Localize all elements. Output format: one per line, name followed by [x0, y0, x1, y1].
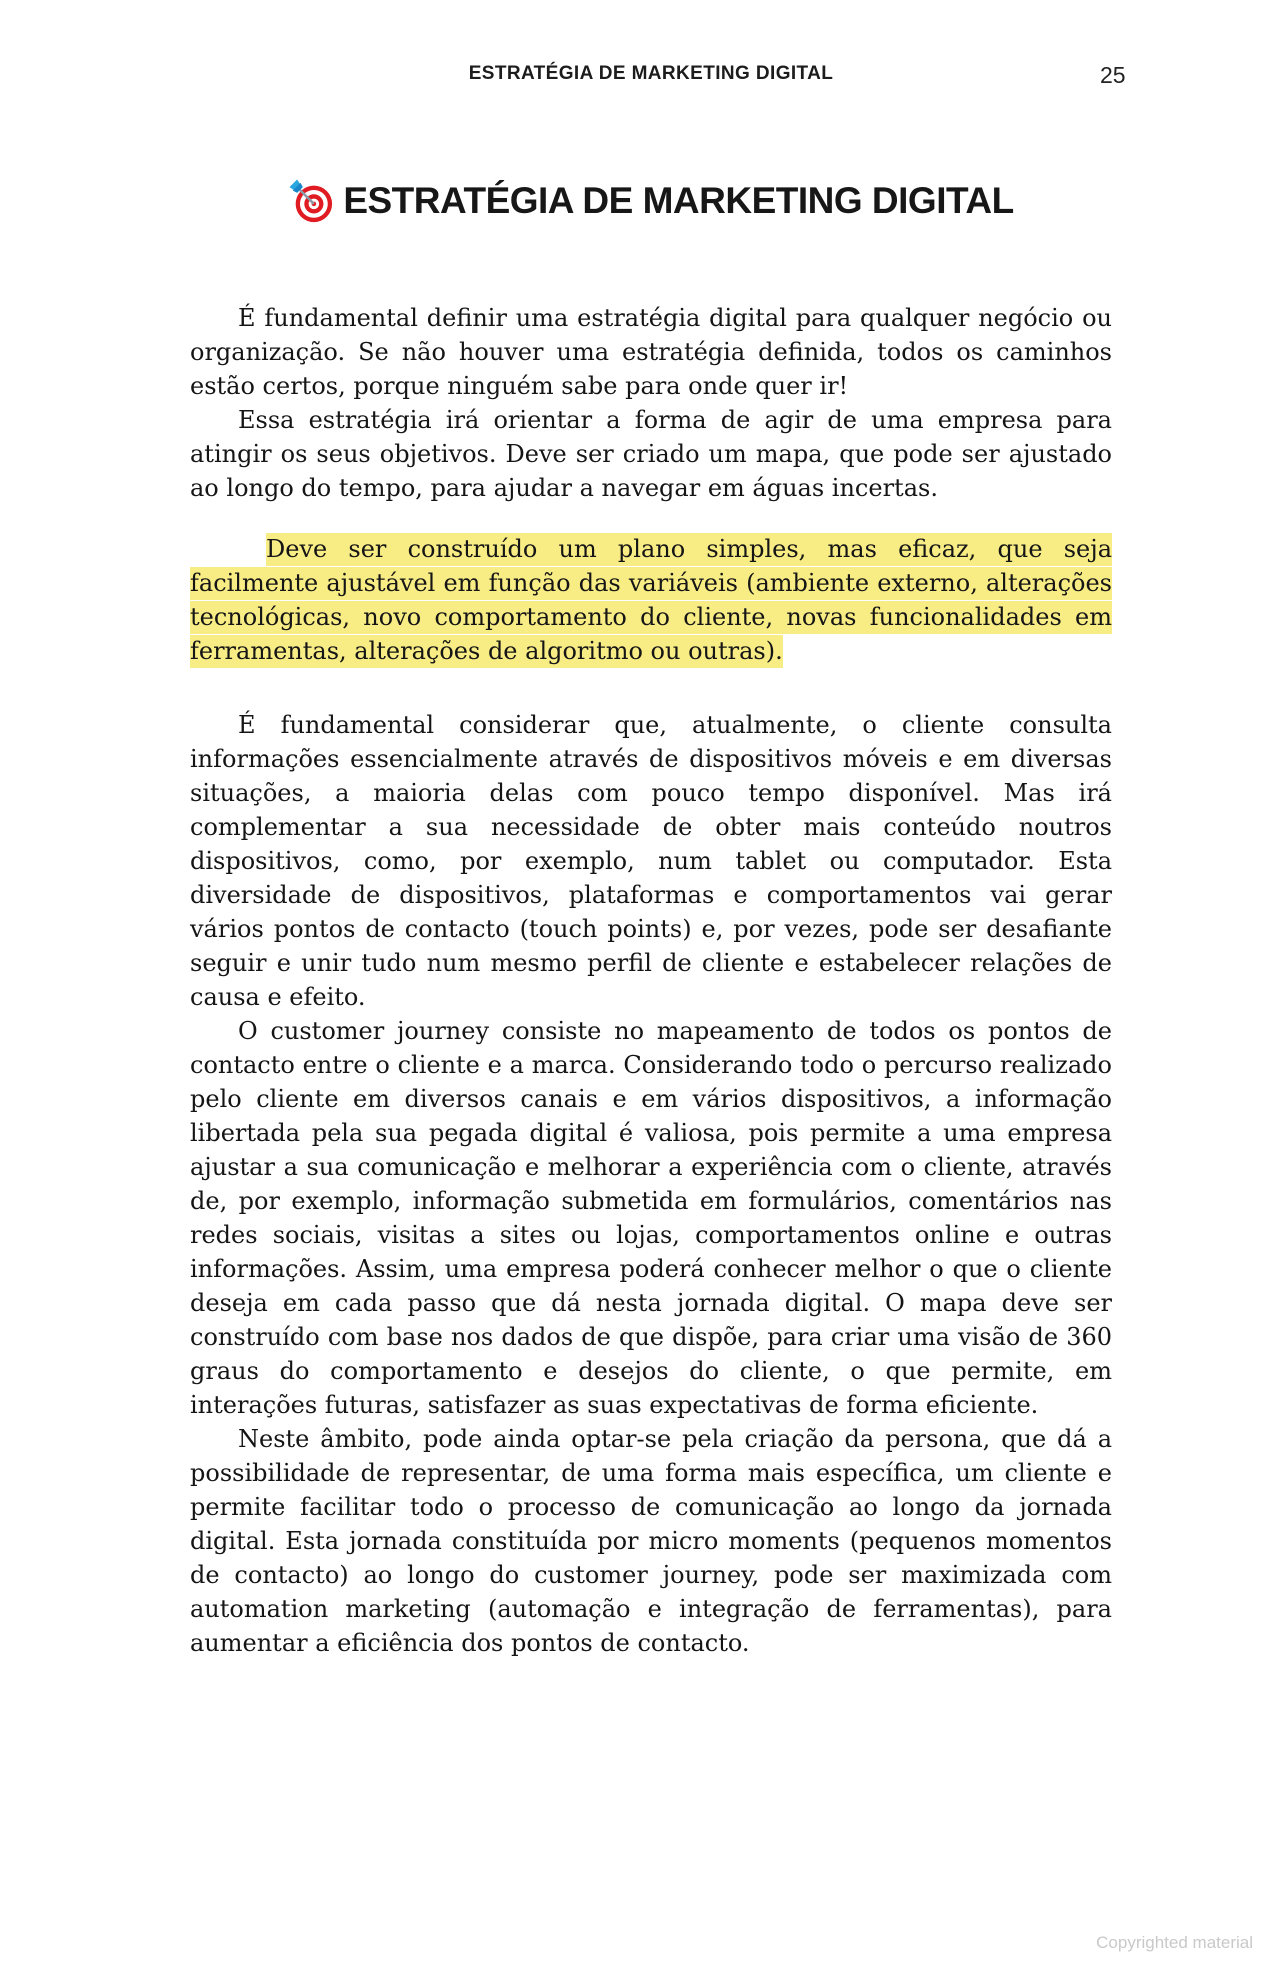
highlight-paragraph: [190, 532, 1112, 668]
chapter-title: ESTRATÉGIA DE MARKETING DIGITAL: [343, 180, 1014, 221]
paragraph-2: Essa estratégia irá orientar a forma de agir de uma empresa para atingir os seus objetivos. Deve ser criado um mapa, que pode ser ajustado ao longo do tempo, para ajudar a navegar em águas incertas.: [190, 406, 1112, 502]
page-number: 25: [1100, 62, 1126, 88]
body-text: [190, 301, 1112, 1660]
paragraph-3: É fundamental considerar que, atualmente, o cliente consulta informações essencialmente através de dispositivos móveis e em diversas situações, a maioria delas com pouco tempo disponível. Mas irá complementar a sua necessidade de obter mais conteúdo noutros dispositivos, como, por exemplo, num tablet ou computador. Esta diversidade de dispositivos, plataformas e comportamentos vai gerar vários pontos de contacto (touch points) e, por vezes, pode ser desafiante seguir e unir tudo num mesmo perfil de cliente e estabelecer relações de causa e efeito.: [190, 711, 1112, 1011]
chapter-heading: [190, 178, 1112, 224]
paragraph-4: O customer journey consiste no mapeamento de todos os pontos de contacto entre o cliente e a marca. Considerando todo o percurso realizado pelo cliente em diversos canais e em vários dispositivos, a informação libertada pela sua pegada digital é valiosa, pois permite a uma empresa ajustar a sua comunicação e melhorar a experiência com o cliente, através de, por exemplo, informação submetida em formulários, comentários nas redes sociais, visitas a sites ou lojas, comportamentos online e outras informações. Assim, uma empresa poderá conhecer melhor o que o cliente deseja em cada passo que dá nesta jornada digital. O mapa deve ser construído com base nos dados de que dispõe, para criar uma visão de 360 graus do comportamento e desejos do cliente, o que permite, em interações futuras, satisfazer as suas expectativas de forma eficiente.: [190, 1017, 1112, 1419]
paragraph-5: Neste âmbito, pode ainda optar-se pela criação da persona, que dá a possibilidade de representar, de uma forma mais específica, um cliente e permite facilitar todo o processo de comunicação ao longo da jornada digital. Esta jornada constituída por micro moments (pequenos momentos de contacto) ao longo do customer journey, pode ser maximizada com automation marketing (automação e integração de ferramentas), para aumentar a eficiência dos pontos de contacto.: [190, 1425, 1112, 1657]
highlighted-text: Deve ser construído um plano simples, mas eficaz, que seja facilmente ajustável em função das variáveis (ambiente externo, alterações tecnológicas, novo comportamento do cliente, novas funcionalidades em ferramentas, alterações de algoritmo ou outras).: [190, 533, 1112, 668]
copyright-note: Copyrighted material: [1096, 1933, 1253, 1952]
lightbulb-icon: [238, 534, 259, 561]
running-head: ESTRATÉGIA DE MARKETING DIGITAL: [468, 63, 834, 84]
target-icon: [288, 178, 334, 224]
paragraph-1: É fundamental definir uma estratégia digital para qualquer negócio ou organização. Se não houver uma estratégia definida, todos os caminhos estão certos, porque ninguém sabe para onde quer ir!: [190, 304, 1112, 400]
